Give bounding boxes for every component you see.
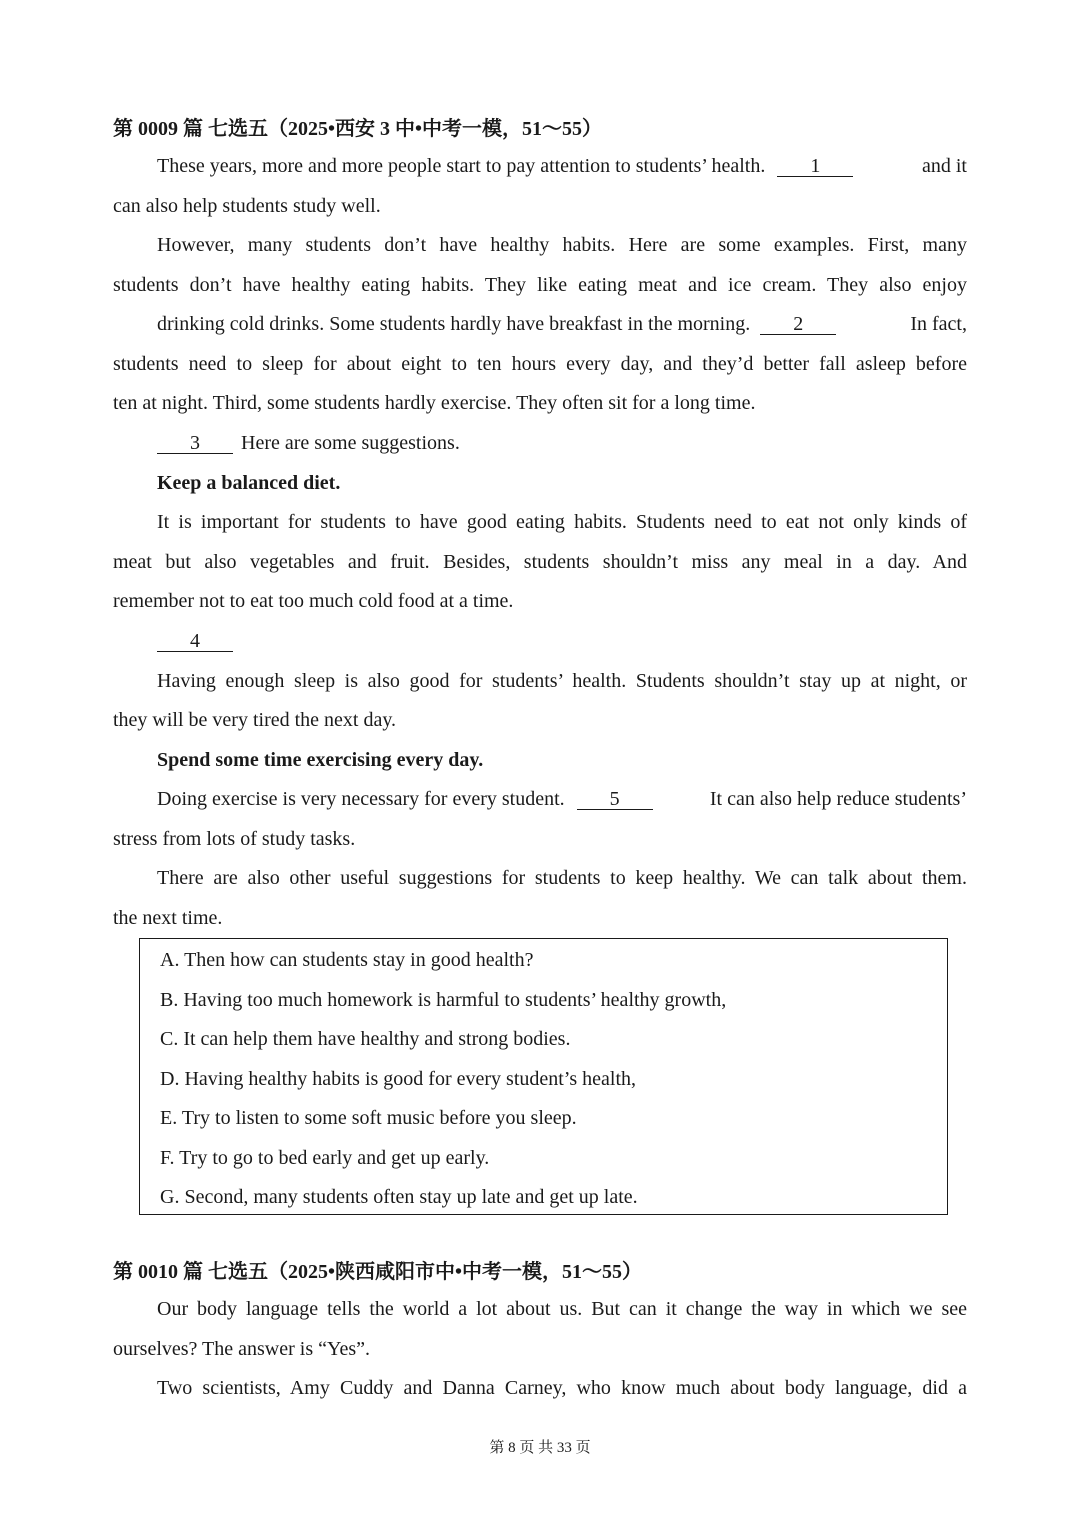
text: drinking cold drinks. Some students hardly have breakfast in the morning.	[157, 313, 751, 335]
option-b: B. Having too much homework is harmful to students’ healthy growth,	[160, 989, 727, 1011]
paragraph-line: can also help students study well.	[113, 195, 381, 217]
answer-blank: 1	[777, 156, 853, 177]
paragraph-line: they will be very tired the next day.	[113, 709, 397, 731]
paragraph-line: ten at night. Third, some students hardly exercise. They often sit for a long time.	[113, 392, 756, 414]
option-a: A. Then how can students stay in good health?	[160, 949, 534, 971]
paragraph-line: However, many students don’t have healthy habits. Here are some examples. First, many	[157, 234, 967, 256]
paragraph-line	[113, 787, 967, 811]
paragraph-line: remember not to eat too much cold food at a time.	[113, 590, 514, 612]
paragraph-line	[113, 312, 967, 336]
section-heading: 第 0009 篇 七选五（2025•西安 3 中•中考一模，51～55）	[113, 118, 603, 140]
paragraph-line: There are also other useful suggestions for students to keep healthy. We can talk about them.	[157, 867, 967, 889]
text: It can also help reduce students’	[709, 788, 967, 810]
text: These years, more and more people start to pay attention to students’ health.	[157, 155, 766, 177]
answer-blank: 5	[577, 789, 653, 810]
paragraph-line: Two scientists, Amy Cuddy and Danna Carney, who know much about body language, did a	[157, 1377, 967, 1399]
paragraph-line: stress from lots of study tasks.	[113, 828, 356, 850]
paragraph-line: the next time.	[113, 907, 223, 929]
subheading: Keep a balanced diet.	[157, 472, 341, 494]
paragraph-line: Having enough sleep is also good for students’ health. Students shouldn’t stay up at night, or	[157, 670, 967, 692]
paragraph-line	[113, 431, 967, 455]
answer-blank: 2	[760, 314, 836, 335]
paragraph-line: students don’t have healthy eating habits. They like eating meat and ice cream. They also enjoy	[113, 274, 967, 296]
paragraph-line: ourselves? The answer is “Yes”.	[113, 1338, 370, 1360]
text: and it	[922, 155, 967, 177]
text: Doing exercise is very necessary for every student.	[157, 788, 565, 810]
option-f: F. Try to go to bed early and get up early.	[160, 1147, 490, 1169]
option-g: G. Second, many students often stay up late and get up late.	[160, 1186, 638, 1208]
options-box	[139, 938, 948, 1215]
option-e: E. Try to listen to some soft music before you sleep.	[160, 1107, 577, 1129]
section-heading: 第 0010 篇 七选五（2025•陕西咸阳市中•中考一模，51～55）	[113, 1261, 643, 1283]
answer-blank: 3	[157, 433, 233, 454]
paragraph-line: students need to sleep for about eight to ten hours every day, and they’d better fall asleep before	[113, 353, 967, 375]
paragraph-line: Our body language tells the world a lot about us. But can it change the way in which we see	[157, 1298, 967, 1320]
option-c: C. It can help them have healthy and strong bodies.	[160, 1028, 571, 1050]
option-d: D. Having healthy habits is good for every student’s health,	[160, 1068, 637, 1090]
paragraph-line: meat but also vegetables and fruit. Besides, students shouldn’t miss any meal in a day. And	[113, 551, 967, 573]
paragraph-line: It is important for students to have good eating habits. Students need to eat not only kinds of	[157, 511, 967, 533]
page-footer: 第 8 页 共 33 页	[489, 1440, 591, 1456]
text: Here are some suggestions.	[241, 432, 460, 454]
answer-blank: 4	[157, 631, 233, 652]
paragraph-line	[113, 629, 967, 653]
subheading: Spend some time exercising every day.	[157, 749, 484, 771]
text: In fact,	[910, 313, 967, 335]
paragraph-line	[113, 154, 967, 178]
